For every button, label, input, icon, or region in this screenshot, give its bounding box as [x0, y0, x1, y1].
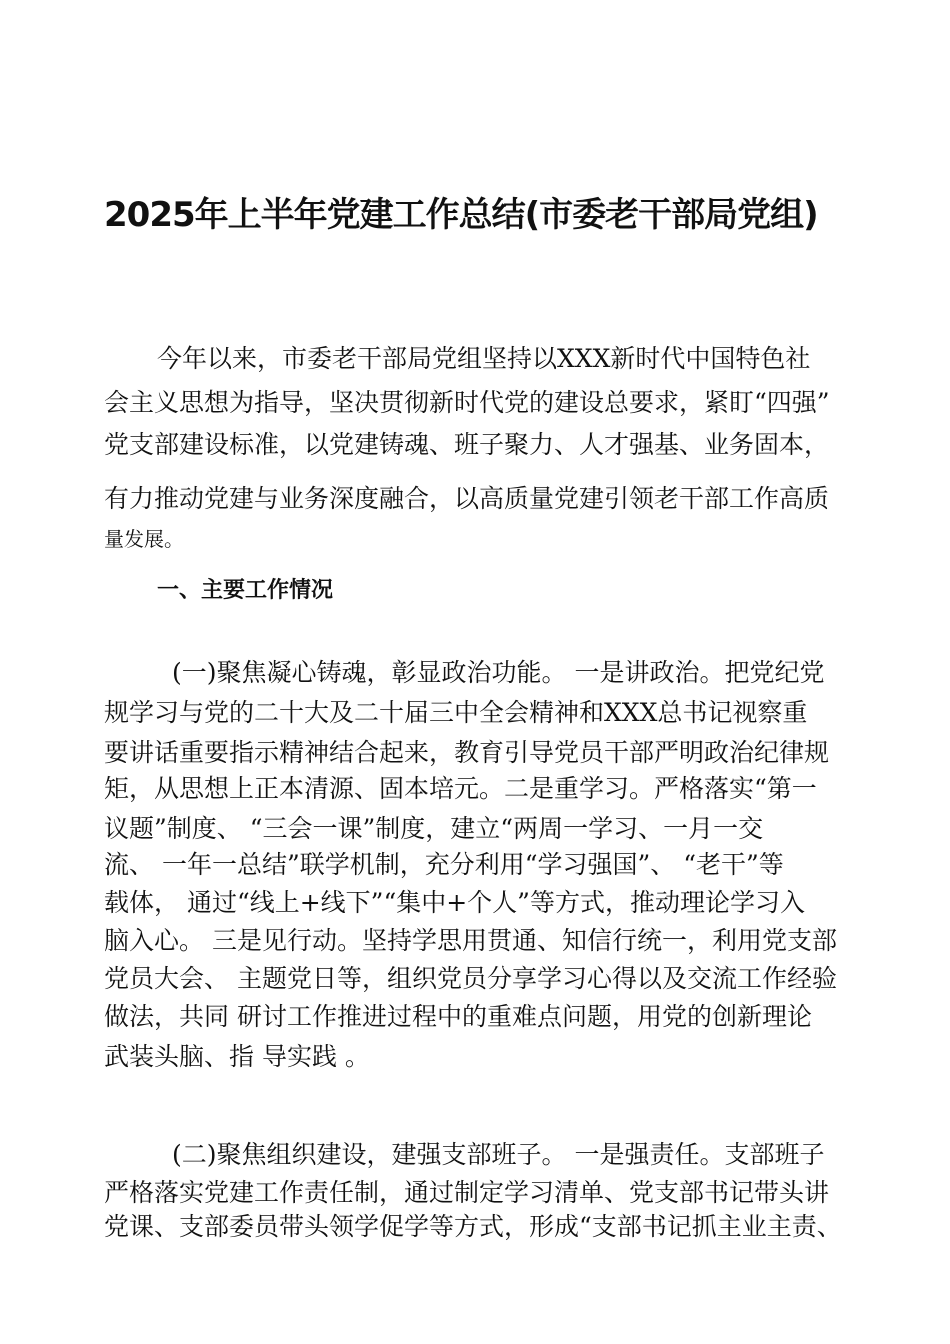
para1-line-1: (一)聚焦凝心铸魂，彰显政治功能。 一是讲政治。把党纪党 [172, 658, 825, 687]
para1-line-5: 议题”制度、 “三会一课”制度，建立“两周一学习、一月一交 [104, 814, 764, 843]
intro-line-5: 量发展。 [104, 527, 184, 551]
document-title: 2025年上半年党建工作总结(市委老干部局党组) [104, 195, 818, 235]
para1-line-11: 武装头脑、指 导实践 。 [104, 1042, 370, 1071]
intro-line-4: 有力推动党建与业务深度融合，以高质量党建引领老干部工作高质 [104, 484, 830, 513]
para2-line-1: (二)聚焦组织建设，建强支部班子。 一是强责任。支部班子 [172, 1140, 825, 1169]
para1-line-9: 党员大会、 主题党日等，组织党员分享学习心得以及交流工作经验 [104, 964, 837, 993]
para1-line-4: 矩，从思想上正本清源、固本培元。二是重学习。严格落实“第一 [104, 774, 817, 803]
para1-line-6: 流、 一年一总结”联学机制，充分利用“学习强国”、 “老干”等 [104, 850, 784, 879]
para1-line-8: 脑入心。 三是见行动。坚持学思用贯通、知信行统一，利用党支部 [104, 926, 837, 955]
intro-line-3: 党支部建设标准，以党建铸魂、班子聚力、人才强基、业务固本， [104, 430, 830, 459]
intro-line-2: 会主义思想为指导，坚决贯彻新时代党的建设总要求，紧盯“四强” [104, 388, 830, 417]
para1-line-7: 载体， 通过“线上+线下”“集中+个人”等方式，推动理论学习入 [104, 888, 805, 917]
intro-line-1: 今年以来，市委老干部局党组坚持以XXX新时代中国特色社 [157, 344, 811, 373]
para1-line-10: 做法，共同 研讨工作推进过程中的重难点问题，用党的创新理论 [104, 1002, 812, 1031]
para1-line-2: 规学习与党的二十大及二十届三中全会精神和XXX总书记视察重 [104, 698, 808, 727]
para2-line-2: 严格落实党建工作责任制，通过制定学习清单、党支部书记带头讲 [104, 1178, 830, 1207]
para2-line-3: 党课、支部委员带头领学促学等方式，形成“支部书记抓主业主责、 [104, 1212, 842, 1241]
para1-line-3: 要讲话重要指示精神结合起来，教育引导党员干部严明政治纪律规 [104, 738, 830, 767]
section-heading: 一、主要工作情况 [157, 578, 334, 603]
